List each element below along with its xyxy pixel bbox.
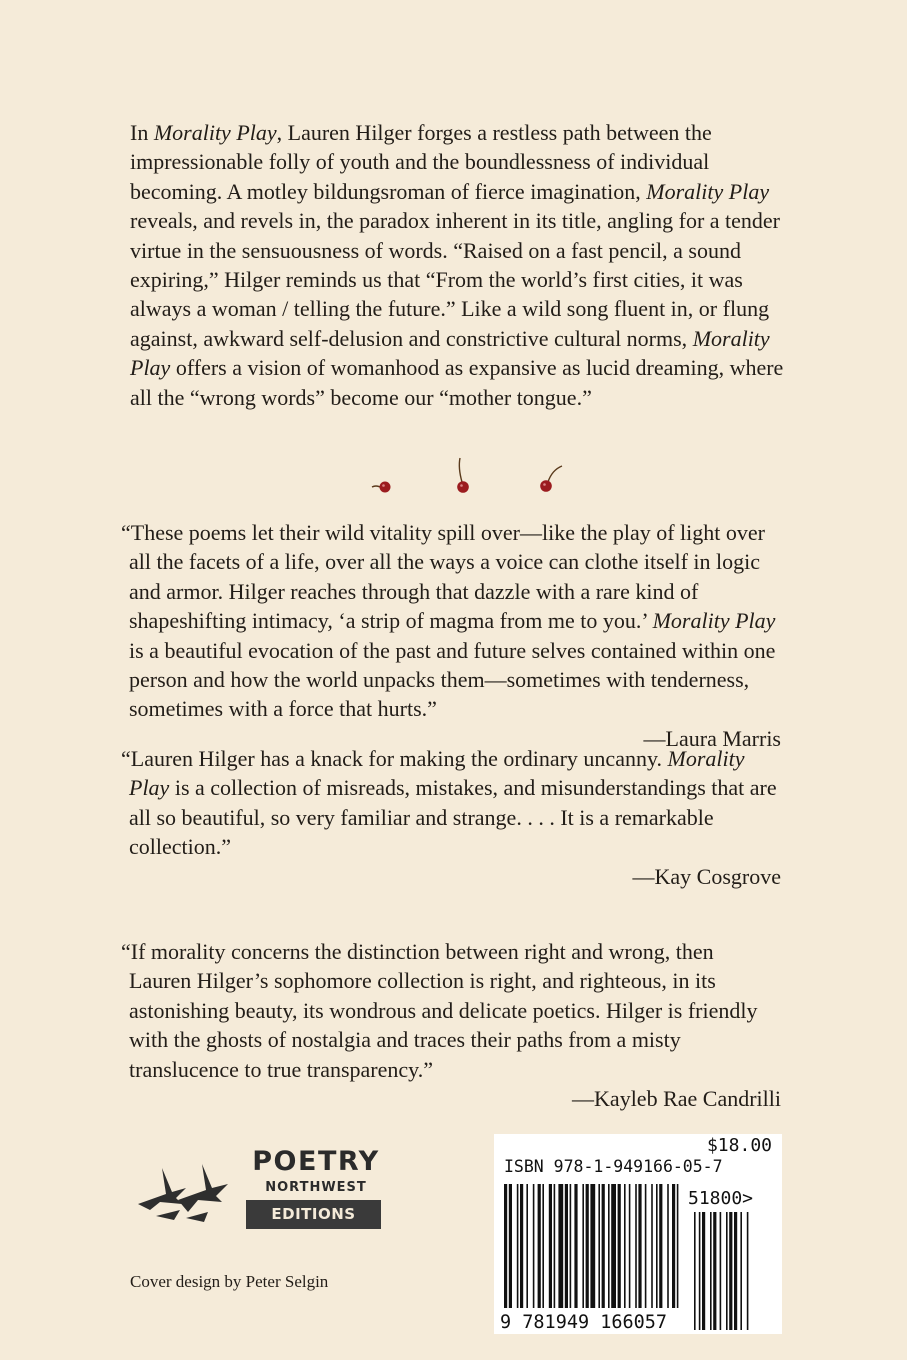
barcode-bar: [554, 1184, 556, 1308]
barcode-bar: [549, 1184, 552, 1308]
barcode-bar: [565, 1184, 568, 1308]
barcode-bar: [504, 1184, 507, 1324]
isbn-barcode: [494, 1134, 782, 1334]
barcode-bar: [677, 1184, 679, 1324]
birds-logo-icon: [136, 1154, 232, 1226]
addon-bar: [713, 1212, 716, 1330]
addon-bar: [747, 1212, 749, 1330]
barcode-bar: [659, 1184, 662, 1308]
barcode-bar: [672, 1184, 675, 1324]
publisher-name-northwest: NORTHWEST: [265, 1180, 367, 1195]
addon-bar: [729, 1212, 732, 1330]
back-cover-blurb: [130, 118, 790, 412]
barcode-bar: [611, 1184, 616, 1308]
blurb-quote-laura-marris: [121, 518, 781, 753]
addon-bar: [726, 1212, 728, 1330]
barcode-bar: [608, 1184, 610, 1308]
barcode-bar: [629, 1184, 631, 1308]
barcode-bar: [656, 1184, 658, 1308]
quote-attribution: —Kay Cosgrove: [632, 863, 781, 889]
barcode-bar: [590, 1184, 595, 1324]
barcode-bar: [602, 1184, 605, 1308]
quote-attribution: —Laura Marris: [643, 725, 781, 751]
addon-bar: [702, 1212, 705, 1330]
cherry-left-icon: [372, 482, 391, 493]
addon-bar: [694, 1212, 696, 1330]
addon-bar: [740, 1212, 742, 1330]
barcode-bar: [618, 1184, 621, 1308]
barcode-bar: [517, 1184, 519, 1308]
publisher-name-editions: EDITIONS: [246, 1200, 381, 1229]
cherry-middle-icon: [457, 458, 469, 493]
barcode-price: $18.00: [706, 1135, 772, 1156]
barcode-bar: [586, 1184, 589, 1308]
barcode-addon: 51800>: [688, 1188, 754, 1209]
addon-bar: [720, 1212, 722, 1330]
quote-text: “If morality concerns the distinction between right and wrong, then Lauren Hilger’s sophomore collection is right, and righteous, in its astonishing beauty, its wondrous and delicate poetics. Hilger is friendly with the ghosts of nostalgia and traces their paths from a misty translucence to true transparency.”: [121, 939, 758, 1082]
barcode-bars: [498, 1180, 778, 1334]
barcode-bar: [509, 1184, 512, 1324]
barcode-bar: [558, 1184, 563, 1308]
addon-bar: [710, 1212, 712, 1330]
barcode-bar: [520, 1184, 523, 1308]
blurb-quote-kay-cosgrove: [121, 744, 781, 891]
quote-text: “These poems let their wild vitality spill over—like the play of light over all the facets of a life, over all the ways a voice can clothe itself in logic and armor. Hilger reaches through that dazzle with a rare kind of shapeshifting intimacy, ‘a strip of magma from me to you.’ Morality Play is a beautiful evocation of the past and future selves contained within one person and how the world unpacks them—sometimes with tenderness, sometimes with a force that hurts.”: [121, 520, 776, 722]
barcode-bar: [624, 1184, 626, 1308]
barcode-bar: [651, 1184, 653, 1308]
cherries-icon: [350, 456, 570, 500]
barcode-digits: 9 781949 166057: [500, 1312, 668, 1333]
publisher-logo: [136, 1146, 386, 1232]
barcode-bar: [526, 1184, 528, 1308]
cherry-right-icon: [540, 466, 562, 492]
barcode-bar: [533, 1184, 535, 1308]
barcode-bar: [582, 1184, 584, 1308]
blurb-paragraph: In Morality Play, Lauren Hilger forges a restless path between the impressionable folly of youth and the boundlessness of individual becoming. A motley bildungsroman of fierce imagination, Morality Play reveals, and revels in, the paradox inherent in its title, angling for a tender virtue in the sensuousness of words. “Raised on a fast pencil, a sound expiring,” Hilger reminds us that “From the world’s first cities, it was always a woman / telling the future.” Like a wild song fluent in, or flung against, awkward self-delusion and constrictive cultural norms, Morality Play offers a vision of womanhood as expansive as lucid dreaming, where all the “wrong words” become our “mother tongue.”: [130, 120, 784, 410]
quote-text: “Lauren Hilger has a knack for making the ordinary uncanny. Morality Play is a collection of misreads, mistakes, and misunderstandings that are all so beautiful, so very familiar and strange. . . . It is a remarkable collection.”: [121, 746, 777, 860]
quote-attribution: —Kayleb Rae Candrilli: [572, 1086, 781, 1112]
barcode-bar: [598, 1184, 600, 1324]
barcode-bar: [538, 1184, 541, 1308]
cover-design-credit: Cover design by Peter Selgin: [130, 1272, 329, 1291]
publisher-name-poetry: POETRY: [252, 1146, 380, 1177]
addon-bar: [699, 1212, 701, 1330]
barcode-bar: [574, 1184, 577, 1308]
barcode-isbn: ISBN 978-1-949166-05-7: [504, 1157, 723, 1176]
barcode-bar: [570, 1184, 572, 1308]
barcode-bar: [667, 1184, 669, 1308]
barcode-bar: [635, 1184, 637, 1308]
barcode-bar: [645, 1184, 647, 1308]
barcode-bar: [542, 1184, 544, 1308]
blurb-quote-kayleb-rae-candrilli: [121, 937, 781, 1113]
addon-bar: [734, 1212, 737, 1330]
barcode-bar: [638, 1184, 641, 1308]
